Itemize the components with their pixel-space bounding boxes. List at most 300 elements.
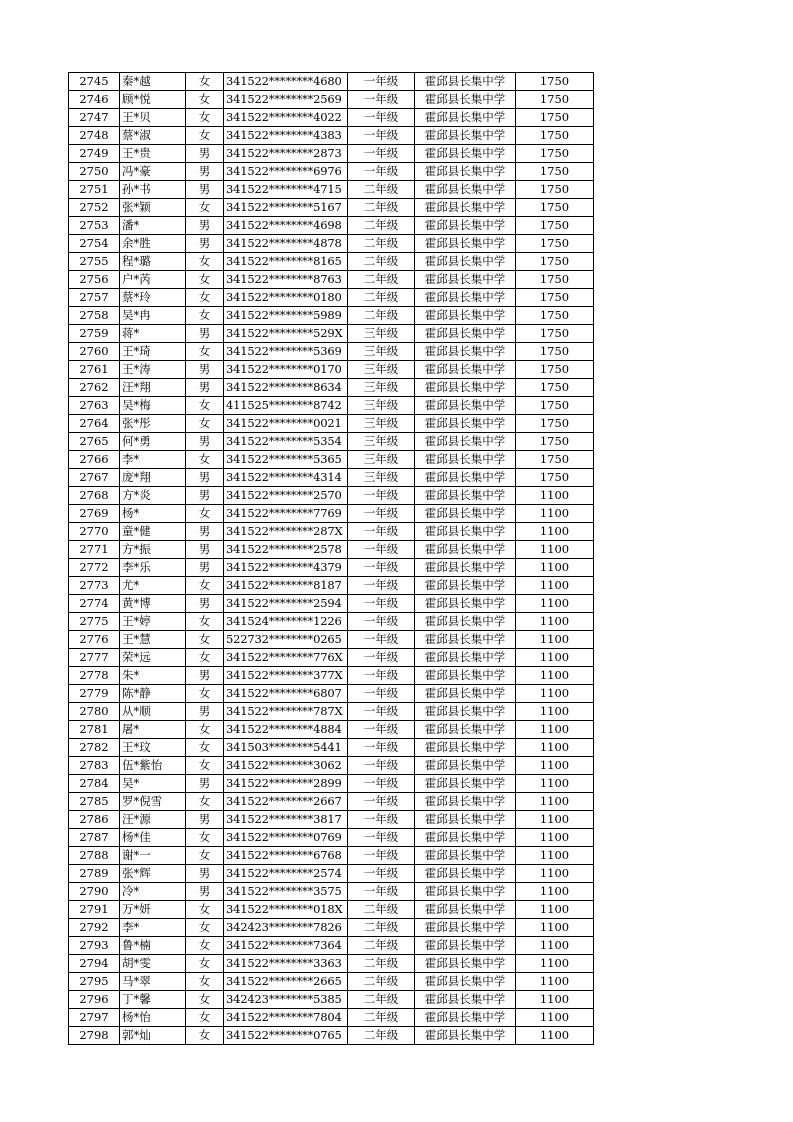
school-cell: 霍邱县长集中学 <box>415 559 516 577</box>
id-number-cell: 341522********2570 <box>224 487 348 505</box>
grade-cell: 一年级 <box>348 559 415 577</box>
amount-cell: 1750 <box>516 307 594 325</box>
gender-cell: 女 <box>186 847 224 865</box>
table-row <box>69 451 594 469</box>
gender-cell: 女 <box>186 109 224 127</box>
serial-number-cell: 2774 <box>69 595 120 613</box>
serial-number-cell: 2747 <box>69 109 120 127</box>
grade-cell: 一年级 <box>348 757 415 775</box>
school-cell: 霍邱县长集中学 <box>415 973 516 991</box>
id-number-cell: 341522********018X <box>224 901 348 919</box>
table-row <box>69 685 594 703</box>
grade-cell: 一年级 <box>348 163 415 181</box>
student-name-cell: 李*乐 <box>120 559 186 577</box>
table-row <box>69 91 594 109</box>
amount-cell: 1750 <box>516 271 594 289</box>
student-name-cell: 朱* <box>120 667 186 685</box>
id-number-cell: 341522********2899 <box>224 775 348 793</box>
gender-cell: 女 <box>186 73 224 91</box>
id-number-cell: 341522********8187 <box>224 577 348 595</box>
school-cell: 霍邱县长集中学 <box>415 451 516 469</box>
student-name-cell: 何*勇 <box>120 433 186 451</box>
gender-cell: 女 <box>186 631 224 649</box>
serial-number-cell: 2784 <box>69 775 120 793</box>
gender-cell: 男 <box>186 865 224 883</box>
grade-cell: 一年级 <box>348 775 415 793</box>
school-cell: 霍邱县长集中学 <box>415 703 516 721</box>
student-name-cell: 孙*书 <box>120 181 186 199</box>
id-number-cell: 341522********7769 <box>224 505 348 523</box>
serial-number-cell: 2754 <box>69 235 120 253</box>
table-row <box>69 703 594 721</box>
gender-cell: 女 <box>186 901 224 919</box>
school-cell: 霍邱县长集中学 <box>415 127 516 145</box>
serial-number-cell: 2796 <box>69 991 120 1009</box>
serial-number-cell: 2764 <box>69 415 120 433</box>
gender-cell: 女 <box>186 253 224 271</box>
table-row <box>69 127 594 145</box>
serial-number-cell: 2756 <box>69 271 120 289</box>
student-name-cell: 秦*越 <box>120 73 186 91</box>
serial-number-cell: 2789 <box>69 865 120 883</box>
student-name-cell: 万*妍 <box>120 901 186 919</box>
gender-cell: 男 <box>186 325 224 343</box>
id-number-cell: 341522********8634 <box>224 379 348 397</box>
gender-cell: 男 <box>186 703 224 721</box>
gender-cell: 女 <box>186 307 224 325</box>
id-number-cell: 341522********8165 <box>224 253 348 271</box>
table-row <box>69 199 594 217</box>
student-name-cell: 陈*静 <box>120 685 186 703</box>
id-number-cell: 341522********3575 <box>224 883 348 901</box>
id-number-cell: 341522********4022 <box>224 109 348 127</box>
school-cell: 霍邱县长集中学 <box>415 73 516 91</box>
school-cell: 霍邱县长集中学 <box>415 991 516 1009</box>
student-name-cell: 李* <box>120 451 186 469</box>
grade-cell: 二年级 <box>348 937 415 955</box>
student-name-cell: 杨* <box>120 505 186 523</box>
serial-number-cell: 2748 <box>69 127 120 145</box>
grade-cell: 一年级 <box>348 127 415 145</box>
student-name-cell: 余*胜 <box>120 235 186 253</box>
gender-cell: 女 <box>186 1027 224 1045</box>
amount-cell: 1750 <box>516 451 594 469</box>
school-cell: 霍邱县长集中学 <box>415 379 516 397</box>
table-row <box>69 937 594 955</box>
gender-cell: 女 <box>186 289 224 307</box>
serial-number-cell: 2763 <box>69 397 120 415</box>
table-row <box>69 145 594 163</box>
student-name-cell: 黄*博 <box>120 595 186 613</box>
table-row <box>69 253 594 271</box>
school-cell: 霍邱县长集中学 <box>415 289 516 307</box>
student-name-cell: 王*玟 <box>120 739 186 757</box>
serial-number-cell: 2782 <box>69 739 120 757</box>
table-row <box>69 973 594 991</box>
school-cell: 霍邱县长集中学 <box>415 883 516 901</box>
grade-cell: 一年级 <box>348 91 415 109</box>
serial-number-cell: 2758 <box>69 307 120 325</box>
table-row <box>69 73 594 91</box>
id-number-cell: 341522********6976 <box>224 163 348 181</box>
school-cell: 霍邱县长集中学 <box>415 829 516 847</box>
amount-cell: 1100 <box>516 649 594 667</box>
grade-cell: 一年级 <box>348 523 415 541</box>
serial-number-cell: 2761 <box>69 361 120 379</box>
amount-cell: 1100 <box>516 955 594 973</box>
serial-number-cell: 2798 <box>69 1027 120 1045</box>
table-row <box>69 577 594 595</box>
grade-cell: 三年级 <box>348 451 415 469</box>
serial-number-cell: 2773 <box>69 577 120 595</box>
amount-cell: 1750 <box>516 343 594 361</box>
id-number-cell: 341522********5354 <box>224 433 348 451</box>
grade-cell: 一年级 <box>348 865 415 883</box>
roster-body <box>69 73 594 1045</box>
amount-cell: 1100 <box>516 577 594 595</box>
amount-cell: 1100 <box>516 757 594 775</box>
student-name-cell: 王*贝 <box>120 109 186 127</box>
serial-number-cell: 2749 <box>69 145 120 163</box>
grade-cell: 一年级 <box>348 649 415 667</box>
amount-cell: 1100 <box>516 775 594 793</box>
student-name-cell: 从*顺 <box>120 703 186 721</box>
school-cell: 霍邱县长集中学 <box>415 235 516 253</box>
amount-cell: 1100 <box>516 559 594 577</box>
serial-number-cell: 2772 <box>69 559 120 577</box>
student-name-cell: 顾*悦 <box>120 91 186 109</box>
student-roster-table <box>68 72 594 1045</box>
grade-cell: 二年级 <box>348 973 415 991</box>
student-name-cell: 汪*翔 <box>120 379 186 397</box>
amount-cell: 1100 <box>516 505 594 523</box>
gender-cell: 男 <box>186 487 224 505</box>
school-cell: 霍邱县长集中学 <box>415 253 516 271</box>
id-number-cell: 341522********529X <box>224 325 348 343</box>
grade-cell: 二年级 <box>348 235 415 253</box>
id-number-cell: 341522********0180 <box>224 289 348 307</box>
school-cell: 霍邱县长集中学 <box>415 847 516 865</box>
student-name-cell: 程*璐 <box>120 253 186 271</box>
student-name-cell: 杨*佳 <box>120 829 186 847</box>
table-row <box>69 379 594 397</box>
gender-cell: 男 <box>186 559 224 577</box>
student-name-cell: 李* <box>120 919 186 937</box>
student-name-cell: 张*彤 <box>120 415 186 433</box>
student-name-cell: 蔡*淑 <box>120 127 186 145</box>
student-name-cell: 屠* <box>120 721 186 739</box>
id-number-cell: 341522********787X <box>224 703 348 721</box>
student-name-cell: 尤* <box>120 577 186 595</box>
student-name-cell: 方*振 <box>120 541 186 559</box>
student-name-cell: 庞*翔 <box>120 469 186 487</box>
amount-cell: 1750 <box>516 235 594 253</box>
gender-cell: 女 <box>186 415 224 433</box>
school-cell: 霍邱县长集中学 <box>415 523 516 541</box>
gender-cell: 女 <box>186 505 224 523</box>
school-cell: 霍邱县长集中学 <box>415 109 516 127</box>
gender-cell: 女 <box>186 955 224 973</box>
amount-cell: 1750 <box>516 145 594 163</box>
gender-cell: 男 <box>186 469 224 487</box>
gender-cell: 女 <box>186 451 224 469</box>
table-row <box>69 1009 594 1027</box>
table-row <box>69 757 594 775</box>
school-cell: 霍邱县长集中学 <box>415 901 516 919</box>
serial-number-cell: 2762 <box>69 379 120 397</box>
school-cell: 霍邱县长集中学 <box>415 811 516 829</box>
table-row <box>69 361 594 379</box>
student-name-cell: 王*琦 <box>120 343 186 361</box>
table-row <box>69 487 594 505</box>
table-row <box>69 649 594 667</box>
serial-number-cell: 2795 <box>69 973 120 991</box>
amount-cell: 1100 <box>516 721 594 739</box>
id-number-cell: 341522********2574 <box>224 865 348 883</box>
student-name-cell: 王*涛 <box>120 361 186 379</box>
table-row <box>69 883 594 901</box>
id-number-cell: 341522********4715 <box>224 181 348 199</box>
table-row <box>69 217 594 235</box>
grade-cell: 三年级 <box>348 361 415 379</box>
amount-cell: 1750 <box>516 361 594 379</box>
amount-cell: 1100 <box>516 685 594 703</box>
school-cell: 霍邱县长集中学 <box>415 1009 516 1027</box>
school-cell: 霍邱县长集中学 <box>415 271 516 289</box>
id-number-cell: 341522********3363 <box>224 955 348 973</box>
student-name-cell: 荣*远 <box>120 649 186 667</box>
school-cell: 霍邱县长集中学 <box>415 667 516 685</box>
student-name-cell: 童*健 <box>120 523 186 541</box>
student-name-cell: 谢*一 <box>120 847 186 865</box>
grade-cell: 一年级 <box>348 631 415 649</box>
id-number-cell: 341522********2578 <box>224 541 348 559</box>
id-number-cell: 341522********4878 <box>224 235 348 253</box>
school-cell: 霍邱县长集中学 <box>415 955 516 973</box>
grade-cell: 一年级 <box>348 847 415 865</box>
school-cell: 霍邱县长集中学 <box>415 361 516 379</box>
id-number-cell: 341522********2665 <box>224 973 348 991</box>
table-row <box>69 847 594 865</box>
id-number-cell: 341503********5441 <box>224 739 348 757</box>
serial-number-cell: 2793 <box>69 937 120 955</box>
serial-number-cell: 2775 <box>69 613 120 631</box>
student-name-cell: 吴*梅 <box>120 397 186 415</box>
gender-cell: 女 <box>186 937 224 955</box>
serial-number-cell: 2771 <box>69 541 120 559</box>
school-cell: 霍邱县长集中学 <box>415 865 516 883</box>
grade-cell: 二年级 <box>348 289 415 307</box>
serial-number-cell: 2746 <box>69 91 120 109</box>
serial-number-cell: 2750 <box>69 163 120 181</box>
school-cell: 霍邱县长集中学 <box>415 145 516 163</box>
id-number-cell: 341522********4379 <box>224 559 348 577</box>
table-row <box>69 415 594 433</box>
id-number-cell: 342423********7826 <box>224 919 348 937</box>
grade-cell: 一年级 <box>348 703 415 721</box>
serial-number-cell: 2751 <box>69 181 120 199</box>
id-number-cell: 341522********377X <box>224 667 348 685</box>
table-row <box>69 775 594 793</box>
amount-cell: 1100 <box>516 865 594 883</box>
gender-cell: 男 <box>186 667 224 685</box>
school-cell: 霍邱县长集中学 <box>415 649 516 667</box>
school-cell: 霍邱县长集中学 <box>415 505 516 523</box>
school-cell: 霍邱县长集中学 <box>415 721 516 739</box>
table-row <box>69 721 594 739</box>
student-name-cell: 丁*馨 <box>120 991 186 1009</box>
school-cell: 霍邱县长集中学 <box>415 919 516 937</box>
id-number-cell: 341522********2667 <box>224 793 348 811</box>
gender-cell: 女 <box>186 919 224 937</box>
school-cell: 霍邱县长集中学 <box>415 181 516 199</box>
gender-cell: 女 <box>186 577 224 595</box>
gender-cell: 男 <box>186 775 224 793</box>
amount-cell: 1750 <box>516 433 594 451</box>
amount-cell: 1750 <box>516 289 594 307</box>
id-number-cell: 341522********6807 <box>224 685 348 703</box>
serial-number-cell: 2792 <box>69 919 120 937</box>
amount-cell: 1100 <box>516 703 594 721</box>
table-row <box>69 307 594 325</box>
student-name-cell: 吴* <box>120 775 186 793</box>
serial-number-cell: 2785 <box>69 793 120 811</box>
grade-cell: 一年级 <box>348 73 415 91</box>
table-row <box>69 235 594 253</box>
grade-cell: 二年级 <box>348 253 415 271</box>
grade-cell: 三年级 <box>348 469 415 487</box>
school-cell: 霍邱县长集中学 <box>415 775 516 793</box>
gender-cell: 男 <box>186 379 224 397</box>
amount-cell: 1750 <box>516 469 594 487</box>
table-row <box>69 739 594 757</box>
grade-cell: 三年级 <box>348 379 415 397</box>
gender-cell: 男 <box>186 163 224 181</box>
id-number-cell: 341522********5365 <box>224 451 348 469</box>
school-cell: 霍邱县长集中学 <box>415 433 516 451</box>
grade-cell: 二年级 <box>348 181 415 199</box>
grade-cell: 一年级 <box>348 685 415 703</box>
serial-number-cell: 2797 <box>69 1009 120 1027</box>
id-number-cell: 341522********4383 <box>224 127 348 145</box>
student-name-cell: 鲁*楠 <box>120 937 186 955</box>
school-cell: 霍邱县长集中学 <box>415 163 516 181</box>
id-number-cell: 411525********8742 <box>224 397 348 415</box>
amount-cell: 1100 <box>516 1009 594 1027</box>
gender-cell: 男 <box>186 541 224 559</box>
serial-number-cell: 2783 <box>69 757 120 775</box>
school-cell: 霍邱县长集中学 <box>415 793 516 811</box>
gender-cell: 女 <box>186 793 224 811</box>
school-cell: 霍邱县长集中学 <box>415 397 516 415</box>
gender-cell: 女 <box>186 991 224 1009</box>
id-number-cell: 341522********287X <box>224 523 348 541</box>
serial-number-cell: 2794 <box>69 955 120 973</box>
serial-number-cell: 2778 <box>69 667 120 685</box>
table-row <box>69 919 594 937</box>
serial-number-cell: 2760 <box>69 343 120 361</box>
table-row <box>69 325 594 343</box>
school-cell: 霍邱县长集中学 <box>415 217 516 235</box>
id-number-cell: 341522********776X <box>224 649 348 667</box>
school-cell: 霍邱县长集中学 <box>415 757 516 775</box>
student-name-cell: 户*芮 <box>120 271 186 289</box>
grade-cell: 一年级 <box>348 613 415 631</box>
table-row <box>69 181 594 199</box>
grade-cell: 一年级 <box>348 667 415 685</box>
table-row <box>69 523 594 541</box>
serial-number-cell: 2787 <box>69 829 120 847</box>
gender-cell: 男 <box>186 181 224 199</box>
gender-cell: 女 <box>186 685 224 703</box>
table-row <box>69 1027 594 1045</box>
amount-cell: 1750 <box>516 253 594 271</box>
grade-cell: 二年级 <box>348 199 415 217</box>
table-row <box>69 613 594 631</box>
grade-cell: 三年级 <box>348 433 415 451</box>
gender-cell: 男 <box>186 235 224 253</box>
serial-number-cell: 2753 <box>69 217 120 235</box>
amount-cell: 1100 <box>516 829 594 847</box>
gender-cell: 男 <box>186 523 224 541</box>
serial-number-cell: 2759 <box>69 325 120 343</box>
gender-cell: 女 <box>186 757 224 775</box>
gender-cell: 男 <box>186 595 224 613</box>
table-row <box>69 163 594 181</box>
school-cell: 霍邱县长集中学 <box>415 415 516 433</box>
amount-cell: 1100 <box>516 811 594 829</box>
grade-cell: 二年级 <box>348 955 415 973</box>
student-name-cell: 杨*怡 <box>120 1009 186 1027</box>
gender-cell: 女 <box>186 343 224 361</box>
id-number-cell: 341522********6768 <box>224 847 348 865</box>
table-row <box>69 631 594 649</box>
grade-cell: 一年级 <box>348 739 415 757</box>
amount-cell: 1750 <box>516 379 594 397</box>
table-row <box>69 955 594 973</box>
serial-number-cell: 2755 <box>69 253 120 271</box>
gender-cell: 男 <box>186 883 224 901</box>
grade-cell: 一年级 <box>348 145 415 163</box>
amount-cell: 1750 <box>516 199 594 217</box>
gender-cell: 女 <box>186 739 224 757</box>
gender-cell: 女 <box>186 973 224 991</box>
grade-cell: 二年级 <box>348 919 415 937</box>
id-number-cell: 341522********0765 <box>224 1027 348 1045</box>
id-number-cell: 341522********0769 <box>224 829 348 847</box>
gender-cell: 女 <box>186 127 224 145</box>
amount-cell: 1100 <box>516 613 594 631</box>
amount-cell: 1100 <box>516 541 594 559</box>
serial-number-cell: 2766 <box>69 451 120 469</box>
id-number-cell: 341524********1226 <box>224 613 348 631</box>
id-number-cell: 341522********2594 <box>224 595 348 613</box>
student-name-cell: 冯*豪 <box>120 163 186 181</box>
gender-cell: 女 <box>186 199 224 217</box>
serial-number-cell: 2767 <box>69 469 120 487</box>
school-cell: 霍邱县长集中学 <box>415 469 516 487</box>
school-cell: 霍邱县长集中学 <box>415 487 516 505</box>
gender-cell: 男 <box>186 811 224 829</box>
student-name-cell: 胡*雯 <box>120 955 186 973</box>
grade-cell: 一年级 <box>348 829 415 847</box>
school-cell: 霍邱县长集中学 <box>415 1027 516 1045</box>
grade-cell: 一年级 <box>348 541 415 559</box>
amount-cell: 1750 <box>516 127 594 145</box>
school-cell: 霍邱县长集中学 <box>415 577 516 595</box>
grade-cell: 三年级 <box>348 397 415 415</box>
amount-cell: 1100 <box>516 523 594 541</box>
